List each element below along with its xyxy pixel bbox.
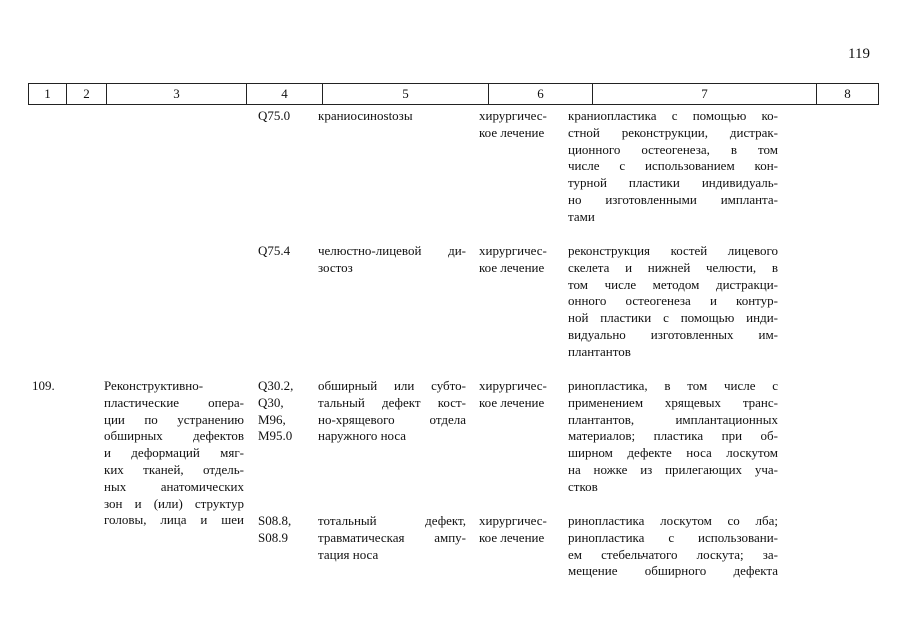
code-line: Q75.0 [258, 108, 291, 123]
method-line: стной реконструкции, дистрак- [568, 124, 778, 140]
method-line: скелета и нижней челюсти, в [568, 259, 778, 275]
diagnosis-line: зостоз [318, 259, 353, 275]
method-line: мещение обширного дефекта [568, 563, 778, 579]
diagnosis-line: челюстно-лицевой ди- [318, 243, 466, 258]
name-line: пластические опера- [104, 394, 244, 410]
method-line: ной пластики с помощью инди- [568, 310, 778, 326]
name-line: и деформаций мяг- [104, 445, 244, 461]
diagnosis-line: обширный или субто- [318, 378, 466, 393]
row-1-diagnosis [318, 243, 466, 277]
method-line: турной пластики индивидуаль- [568, 175, 778, 191]
name-line: ких тканей, отдель- [104, 461, 244, 477]
row-1-codes [258, 243, 308, 260]
name-line: Реконструктивно- [104, 378, 204, 393]
method-line: ширном дефекте носа лоскутом [568, 445, 778, 461]
column-header-4: 4 [247, 84, 323, 105]
column-header-row [28, 83, 879, 105]
method-line: краниопластика с помощью ко- [568, 108, 778, 123]
method-line: плантантов [568, 343, 631, 359]
row-number: 109. [32, 378, 55, 393]
method-line: ринопластика с использовани- [568, 529, 778, 545]
row-0-method [568, 108, 778, 226]
code-line: S08.8, [258, 513, 292, 528]
treatment-line: хирургичес- [479, 378, 547, 393]
row-3-treatment [479, 513, 559, 547]
row-0-diagnosis [318, 108, 466, 125]
method-line: ем стебельчатого лоскута; за- [568, 546, 778, 562]
code-line: M96, [258, 411, 286, 427]
method-line: но изготовленными импланта- [568, 191, 778, 207]
treatment-line: кое лечение [479, 124, 545, 140]
treatment-line: хирургичес- [479, 243, 547, 258]
code-line: M95.0 [258, 428, 293, 444]
method-line: числе с использованием кон- [568, 158, 778, 174]
code-line: S08.9 [258, 529, 288, 545]
method-line: материалов; пластика при об- [568, 428, 778, 444]
row-0-codes [258, 108, 308, 125]
column-header-1: 1 [29, 84, 67, 105]
row-0-treatment [479, 108, 559, 142]
row-2-treatment [479, 378, 559, 412]
method-line: видуально изготовленных им- [568, 326, 778, 342]
treatment-line: кое лечение [479, 529, 545, 545]
diagnosis-line: тальный дефект кост- [318, 394, 466, 410]
method-line: стков [568, 478, 598, 494]
column-header-2: 2 [67, 84, 107, 105]
diagnosis-line: наружного носа [318, 428, 407, 444]
row-3-diagnosis [318, 513, 466, 563]
name-line: ции по устранению [104, 411, 244, 427]
treatment-line: кое лечение [479, 394, 545, 410]
name-line: ных анатомических [104, 478, 244, 494]
column-header-8: 8 [817, 84, 879, 105]
column-header-5: 5 [323, 84, 489, 105]
code-line: Q30, [258, 394, 284, 410]
column-header-7: 7 [593, 84, 817, 105]
treatment-line: хирургичес- [479, 108, 547, 123]
diagnosis-line: тотальный дефект, [318, 513, 466, 528]
row-1-method [568, 243, 778, 361]
row-2-number [32, 378, 72, 395]
method-line: том числе методом дистракци- [568, 276, 778, 292]
page-number: 119 [848, 46, 870, 62]
row-3-method [568, 513, 778, 580]
method-line: ринопластика, в том числе с [568, 378, 778, 393]
diagnosis-line: тация носа [318, 546, 379, 562]
treatment-line: кое лечение [479, 259, 545, 275]
method-line: тами [568, 208, 595, 224]
name-line: головы, лица и шеи [104, 512, 244, 528]
row-3-codes [258, 513, 308, 547]
row-2-name [104, 378, 244, 529]
treatment-line: хирургичес- [479, 513, 547, 528]
row-2-diagnosis [318, 378, 466, 445]
row-2-method [568, 378, 778, 496]
diagnosis-line: травматическая ампу- [318, 529, 466, 545]
name-line: обширных дефектов [104, 428, 244, 444]
diagnosis-line: но-хрящевого отдела [318, 411, 466, 427]
diagnosis-line: краниосинostозы [318, 108, 413, 123]
code-line: Q30.2, [258, 378, 294, 393]
code-line: Q75.4 [258, 243, 291, 258]
method-line: ционного остеогенеза, в том [568, 141, 778, 157]
row-1-treatment [479, 243, 559, 277]
method-line: ринопластика лоскутом со лба; [568, 513, 778, 528]
name-line: зон и (или) структур [104, 495, 244, 511]
method-line: применением хрящевых транс- [568, 394, 778, 410]
method-line: онного остеогенеза и контур- [568, 293, 778, 309]
column-header-6: 6 [489, 84, 593, 105]
row-2-codes [258, 378, 308, 445]
method-line: плантантов, имплантационных [568, 411, 778, 427]
column-header-3: 3 [107, 84, 247, 105]
method-line: на ножке из прилегающих уча- [568, 461, 778, 477]
method-line: реконструкция костей лицевого [568, 243, 778, 258]
